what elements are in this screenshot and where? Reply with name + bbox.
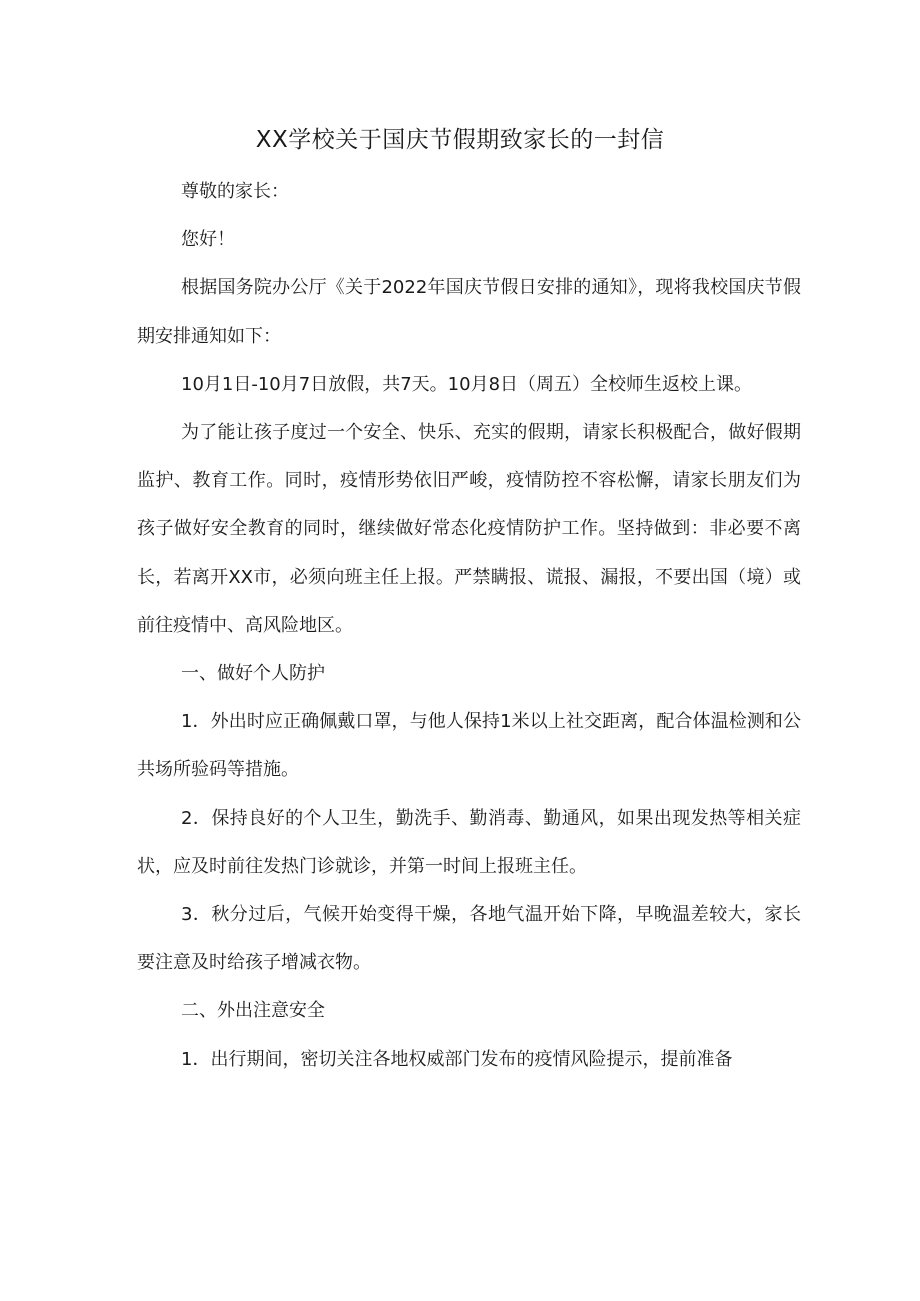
greeting: 您好！ (181, 229, 235, 251)
paragraph-safety: 为了能让孩子度过一个安全、快乐、充实的假期，请家长积极配合，做好假期监护、教育工作。同时，疫情形势依旧严峻，疫情防控不容松懈，请家长朋友们为孩子做好安全教育的同时，继续做好常态化疫情防护工作。坚持做到：非必要不离长，若离开XX市，必须向班主任上报。严禁瞒报、谎报、漏报，不要出国（境）或前往疫情中、高风险地区。 (137, 422, 801, 636)
list-item: 2．保持良好的个人卫生，勤洗手、勤消毒、勤通风，如果出现发热等相关症状，应及时前往发热门诊就诊，并第一时间上报班主任。 (137, 807, 801, 877)
section-heading-personal-protection: 一、做好个人防护 (181, 663, 325, 685)
letter-body (137, 168, 801, 1084)
list-item: 1．出行期间，密切关注各地权威部门发布的疫情风险提示，提前准备 (181, 1048, 733, 1070)
salutation: 尊敬的家长： (181, 181, 289, 202)
paragraph-notice: 根据国务院办公厅《关于2022年国庆节假日安排的通知》，现将我校国庆节假期安排通知如下： (137, 277, 801, 347)
paragraph-schedule: 10月1日-10月7日放假，共7天。10月8日（周五）全校师生返校上课。 (181, 373, 753, 395)
list-item: 1．外出时应正确佩戴口罩，与他人保持1米以上社交距离，配合体温检测和公共场所验码等措施。 (137, 711, 801, 781)
section-heading-travel-safety: 二、外出注意安全 (181, 1000, 325, 1022)
list-item: 3．秋分过后，气候开始变得干燥，各地气温开始下降，早晚温差较大，家长要注意及时给孩子增减衣物。 (137, 904, 801, 974)
document-title: XX学校关于国庆节假期致家长的一封信 (255, 127, 665, 153)
